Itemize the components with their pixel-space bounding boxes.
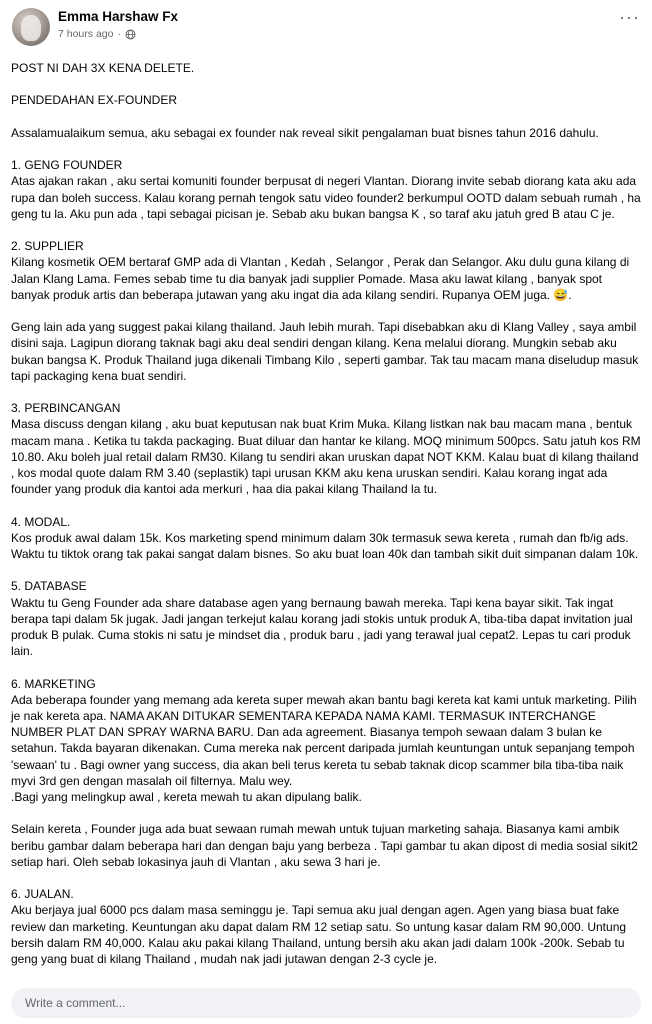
- post-header: [0, 0, 652, 56]
- post-meta: [58, 28, 136, 40]
- post-paragraph: POST NI DAH 3X KENA DELETE.: [11, 61, 195, 75]
- post-paragraph: PENDEDAHAN EX-FOUNDER: [11, 93, 178, 108]
- post-body: [11, 60, 643, 967]
- post-paragraph: 4. MODAL. Kos produk awal dalam 15k. Kos marketing spend minimum dalam 30k termasuk sewa kereta , rumah dan fb/ig ads. Waktu tu tiktok orang tak pakai sangat dalam bisnes. So aku buat loan 40k dan tambah sikit duit simpanan dalam 10k.: [11, 514, 639, 561]
- post-timestamp[interactable]: 7 hours ago: [58, 28, 114, 40]
- post-paragraph: 5. DATABASE Waktu tu Geng Founder ada share database agen yang bernaung bawah mereka. Tapi kena bayar sikit. Tak ingat berapa tapi dalam 5k jugak. Jadi jangan terkejut kalau korang jadi stokis untuk produk A, tiba-tiba dapat invitation jual produk B pulak. Cuma stokis ni satu je mindset dia , produk baru , jadi yang terawal jual cepat2. Lepas tu cari produk lain.: [11, 579, 633, 659]
- post-paragraph: Selain kereta , Founder juga ada buat sewaan rumah mewah untuk tujuan marketing sahaja. Biasanya kami ambik beribu gambar dalam beberapa hari dan dengan baju yang berbeza . Tapi gambar tu akan dipost di media sosial sikit2 setiap hari. Oleh sebab lokasinya jauh di Vlantan , aku sewa 3 hari je.: [11, 822, 638, 869]
- separator-dot: ·: [117, 28, 121, 40]
- post-paragraph: 1. GENG FOUNDER Atas ajakan rakan , aku sertai komuniti founder berpusat di negeri Vlantan. Diorang invite sebab diorang kata aku ada rupa dan boleh success. Kalau korang pernah tengok satu video founder2 berkumpul OOTD dalam sebuah rumah , ha geng tu la. Aku pun ada , tapi sebagai picisan je. Sebab aku bukan bangsa K , so taraf aku jatuh gred B atau C je.: [11, 158, 641, 221]
- post-paragraph: Assalamualaikum semua, aku sebagai ex founder nak reveal sikit pengalaman buat bisnes tahun 2016 dahulu.: [11, 125, 599, 140]
- more-options-icon[interactable]: ···: [619, 7, 640, 27]
- post-paragraph: 2. SUPPLIER Kilang kosmetik OEM bertaraf GMP ada di Vlantan , Kedah , Selangor , Perak dan Selangor. Aku dulu guna kilang di Jalan Klang Lama. Femes sebab time tu dia banyak jadi supplier Pomade. Masa aku lawat kilang , banyak spot banyak produk artis dan beberapa jutawan yang aku ingat dia ada kilang sendiri. Rupanya OEM juga. 😅.: [11, 239, 630, 302]
- post-paragraph: Geng lain ada yang suggest pakai kilang thailand. Jauh lebih murah. Tapi disebabkan aku di Klang Valley , saya ambil disini saja. Lagipun diorang taknak bagi aku deal sendiri dengan kilang. Kena melalui diorang. Mungkin sebab aku bukan bangsa K. Produk Thailand juga dikenali Timbang Kilo , seperti gambar. Tak tau macam mana diseludup masuk tapi packaging kena buat sendiri.: [11, 320, 639, 383]
- comment-box: [11, 988, 641, 1018]
- comment-input[interactable]: [11, 988, 641, 1018]
- globe-icon: [125, 29, 136, 40]
- post-paragraph: 6. JUALAN. Aku berjaya jual 6000 pcs dalam masa seminggu je. Tapi semua aku jual dengan agen. Agen yang biasa buat fake review dan marketing. Keuntungan aku dapat dalam RM 12 setiap satu. So untung kasar dalam RM 90,000. Untung bersih dalam RM 40,000. Kalau aku pakai kilang Thailand, untung bersih aku akan jadi dalam 100k -200k. Sebab tu geng yang buat di kilang Thailand , mudah nak jadi jutawan dengan 2-3 cycle je.: [11, 887, 627, 966]
- post-paragraph: 6. MARKETING Ada beberapa founder yang memang ada kereta super mewah akan bantu bagi kereta kat kami untuk marketing. Pilih je nak kereta apa. NAMA AKAN DITUKAR SEMENTARA KEPADA NAMA KAMI. TERMASUK INTERCHANGE NUMBER PLAT DAN SPRAY WARNA BARU. Dan ada agreement. Biasanya tempoh sewaan dalam 3 bulan ke setahun. Takda bayaran dikenakan. Cuma mereka nak percent daripada jumlah keuntungan untuk sepanjang tempoh 'sewaan' tu . Bagi owner yang success, dia akan beli terus kereta tu sebab taknak dicop scammer bila tiba-tiba naik myvi 3rd gen dengan masalah oil filternya. Malu wey. .Bagi yang melingkup awal , kereta mewah tu akan dipulang balik.: [11, 676, 637, 804]
- author-name[interactable]: Emma Harshaw Fx: [58, 9, 179, 24]
- post-paragraph: 3. PERBINCANGAN Masa discuss dengan kilang , aku buat keputusan nak buat Krim Muka. Kilang listkan nak bau macam mana , bentuk macam mana . Ketika tu takda packaging. Buat diluar dan hantar ke kilang. MOQ minimum 500pcs. Satu jatuh kos RM 10.80. Aku boleh jual retail dalam RM30. Kilang tu sendiri akan uruskan dapat NOT KKM. Kalau buat di kilang thailand , kos modal quote dalam RM 3.40 (seplastik) tapi urusan KKM aku kena uruskan sendiri. Kalau korang ingat ada founder yang produk dia kantoi ada merkuri , haa dia pakai kilang Thailand la tu.: [11, 401, 641, 497]
- avatar[interactable]: [12, 8, 50, 46]
